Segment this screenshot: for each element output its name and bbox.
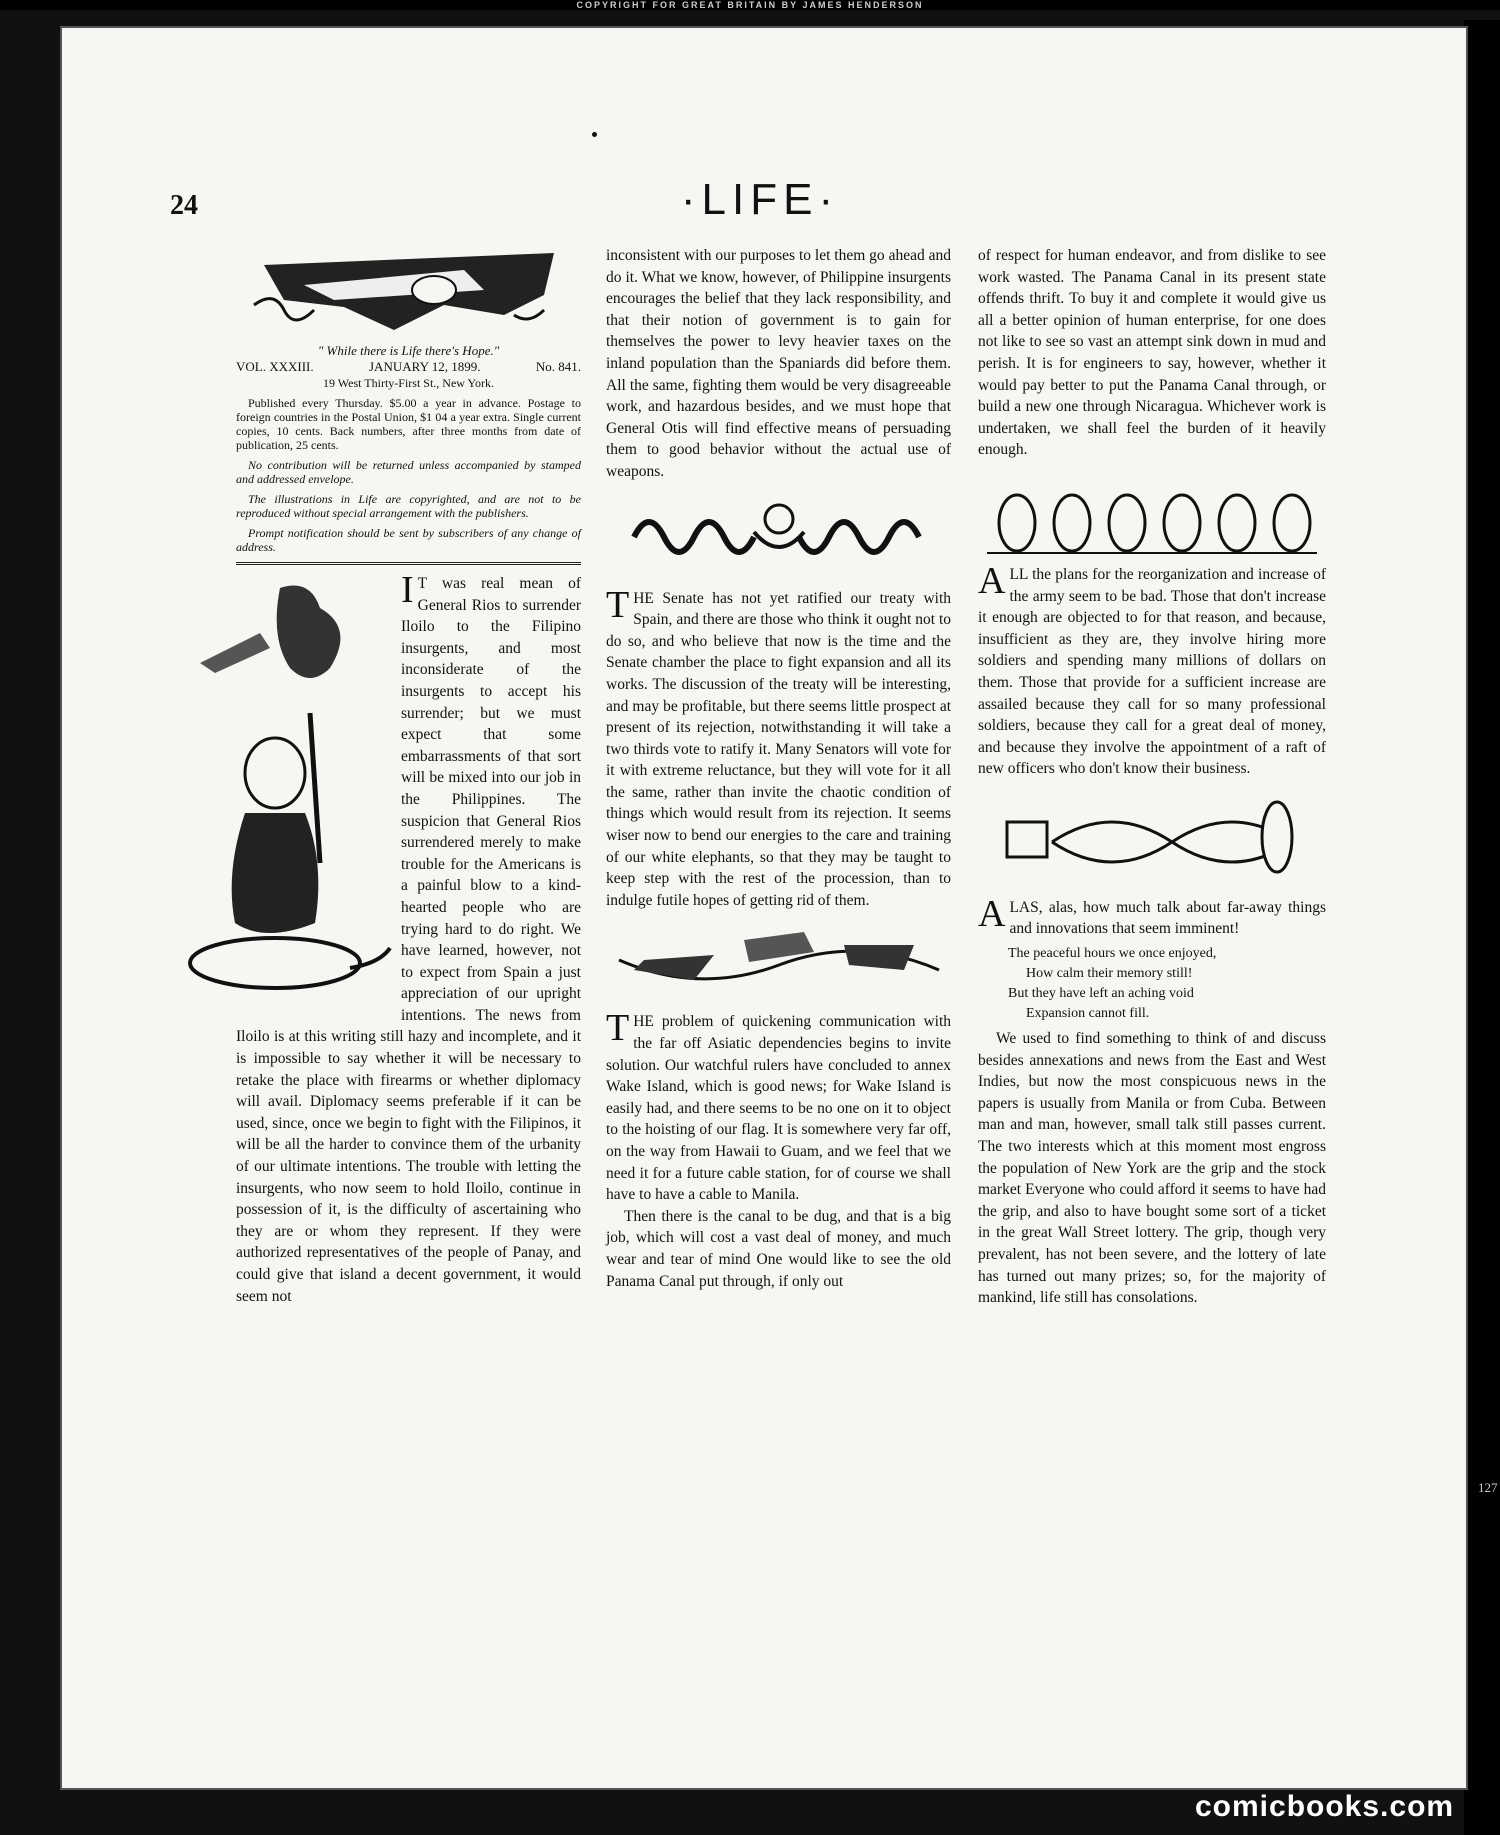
volume-line [236,360,581,374]
monkey-parrot-illustration [160,573,395,1013]
masthead-illustration [244,245,574,340]
motto: " While there is Life there's Hope." [317,343,500,358]
issue-number: No. 841. [535,359,581,374]
volume: VOL. XXXIII. [236,359,314,374]
watermark: comicbooks.com [1195,1790,1455,1823]
paragraph-panama: of respect for human endeavor, and from dislike to see work wasted. The Panama Canal in its present state offends thrift. To buy it and complete it would give us all a better opinion of human enterprise, for one does not like to see so vast an attempt sink down in mud and perish. It is for engineers to say, however, whether it would pay better to put the Panama Canal through, or build a new one through Nicaragua. Whichever work is undertaken, we shall feel the burden of it heavily enough. [978,247,1326,459]
illustrations-note: The illustrations in Life are copyrighted, and are not to be reproduced without special arrangement with the publishers. [236,492,581,520]
poem-line: Expansion cannot fill. [1026,1006,1150,1022]
issue-date: JANUARY 12, 1899. [369,359,481,374]
page-number: 24 [170,190,198,221]
paragraph-wake-island: THE problem of quickening communication with the far off Asiatic dependencies begins to invite solution. Our watchful rulers have concluded to annex Wake Island, which is good news; for Wake Island is easily had, and there seems to be no one on it to object to the hoisting of our flag. It is somewhere very far off, on the way from Hawaii to Guam, and we feel that we need it for a future cable station, for of course we shall have to have a cable to Manila. [606,1007,951,1204]
contribution-note: No contribution will be returned unless accompanied by stamped and addressed envelope. [236,458,581,486]
drop-cap: T [606,1007,630,1050]
scan-edge [1464,20,1500,1835]
poem-line: The peaceful hours we once enjoyed, [1008,946,1217,962]
poem-line: How calm their memory still! [1026,966,1193,982]
article-iloilo-text: I T was real mean of General Rios to surrender Iloilo to the Filipino insurgents, and most inconsiderate of the insurgents to accept his surrender; but we must expect that some embarrassments of that sort will be mixed into our job in the Philippines. The suspicion that General Rios surrendered merely to make trouble for the Americans is a painful blow to a kind-hearted people who are trying hard to do right. We have learned, however, not to expect from Spain a just appreciation of our upright intentions. The news from Iloilo is at this writing still hazy and incomplete, and it is impossible to say whether it will be necessary to retake the place with firearms or whether diplomacy will avail. Diplomacy seems preferable if it can be used, since, once we begin to fight with the Filipinos, it will be all the harder to convince them of the urbanity of our ultimate intentions. The trouble with letting the insurgents, who now seem to hold Iloilo, continue in possession of it, is the difficulty of ascertaining who they are or whom they represent. If they were authorized representatives of the people of Panay, and could give that island a decent government, it would seem not [236,569,581,1305]
soldiers-ornament [987,473,1317,558]
publishing-info: Published every Thursday. $5.00 a year in advance. Postage to foreign countries in the Postal Union, $1 04 a year extra. Single current copies, 10 cents. Back numbers, after three months from date of publication, 25 cents. [236,396,581,452]
column-2 [606,245,951,1292]
article-iloilo [236,569,581,1307]
serpent-ornament [629,497,929,572]
paragraph-grip: We used to find something to think of and discuss besides annexations and news from the East and West Indies, but now the most conspicuous news in the papers is usually from Manila or from Cuba. Between man and man, however, small talk still passes current. The two interests which at this moment most engross the population of New York are the grip and the stock market Everyone who could afford it seems to have had the grip, and also to have bought some sort of a ticket in the great Wall Street lottery. The grip, though very prevalent, has not been severe, and the lottery of late has turned out many prizes; so, for the majority of mankind, life still has consolations. [978,1030,1326,1307]
poem [1008,944,1326,1024]
copyright-line: COPYRIGHT FOR GREAT BRITAIN BY JAMES HENDERSON [576,0,924,10]
ships-ornament [614,925,944,995]
masthead: ·LIFE· [680,175,840,224]
notification-note: Prompt notification should be sent by subscribers of any change of address. [236,526,581,554]
paragraph-senate: THE Senate has not yet ratified our treaty with Spain, and there are those who think it ought not to do so, and who believe that now is the time and the Senate chamber the place to fight expansion and all its works. The discussion of the treaty will be interesting, and may be profitable, but there seems little prospect at present of its rejection, notwithstanding it will take a two thirds vote to ratify it. Many Senators will vote for it with extreme reluctance, but they will vote for it all the same, rather than invite the chaotic condition of things which would result from its rejection. It seems wiser now to bend our energies to the care and training of our white elephants, so that they may be taught to keep step with the rest of the procession, than to indulge futile hopes of getting rid of them. [606,583,951,909]
margin-note: 127 [1478,1480,1498,1495]
column-1 [236,245,581,1307]
column-3 [978,245,1326,1309]
divider-rule [236,562,581,565]
paragraph-canal: Then there is the canal to be dug, and that is a big job, which will cost a vast deal of money, and much wear and tear of mind One would like to see the old Panama Canal put through, if only out [606,1207,951,1290]
drop-cap: A [978,559,1006,602]
paragraph-purposes: inconsistent with our purposes to let them go ahead and do it. What we know, however, of Philippine insurgents encourages the belief that they lack responsibility, and that their notion of government is to gain for themselves the power to levy heavier taxes on the inland population than the Spaniards did before them. All the same, fighting them would be very disagreeable work, and hazardous besides, and we must hope that General Otis will find effective means of persuading them to good behavior without the actual use of weapons. [606,247,951,480]
drop-cap: A [978,892,1006,935]
address: 19 West Thirty-First St., New York. [323,376,494,390]
paragraph-army: ALL the plans for the reorganization and increase of the army seem to be bad. Those that don't increase it enough are objected to for that reason, and because, insufficient as they are, they involve hiring more soldiers and spending many millions of dollars on them. Those that provide for a sufficient increase are assailed because they call for so many professional soldiers, because they call for a great deal of money, and because they involve the appointment of a raft of new officers who don't know their business. [978,559,1326,778]
paragraph-alas: ALAS, alas, how much talk about far-away things and innovations that seem imminent! [978,892,1326,938]
ink-dot [592,132,597,137]
poem-line: But they have left an aching void [1008,986,1194,1002]
bull-bear-ornament [992,792,1312,887]
drop-cap: T [606,583,630,626]
drop-cap: I [401,569,414,611]
